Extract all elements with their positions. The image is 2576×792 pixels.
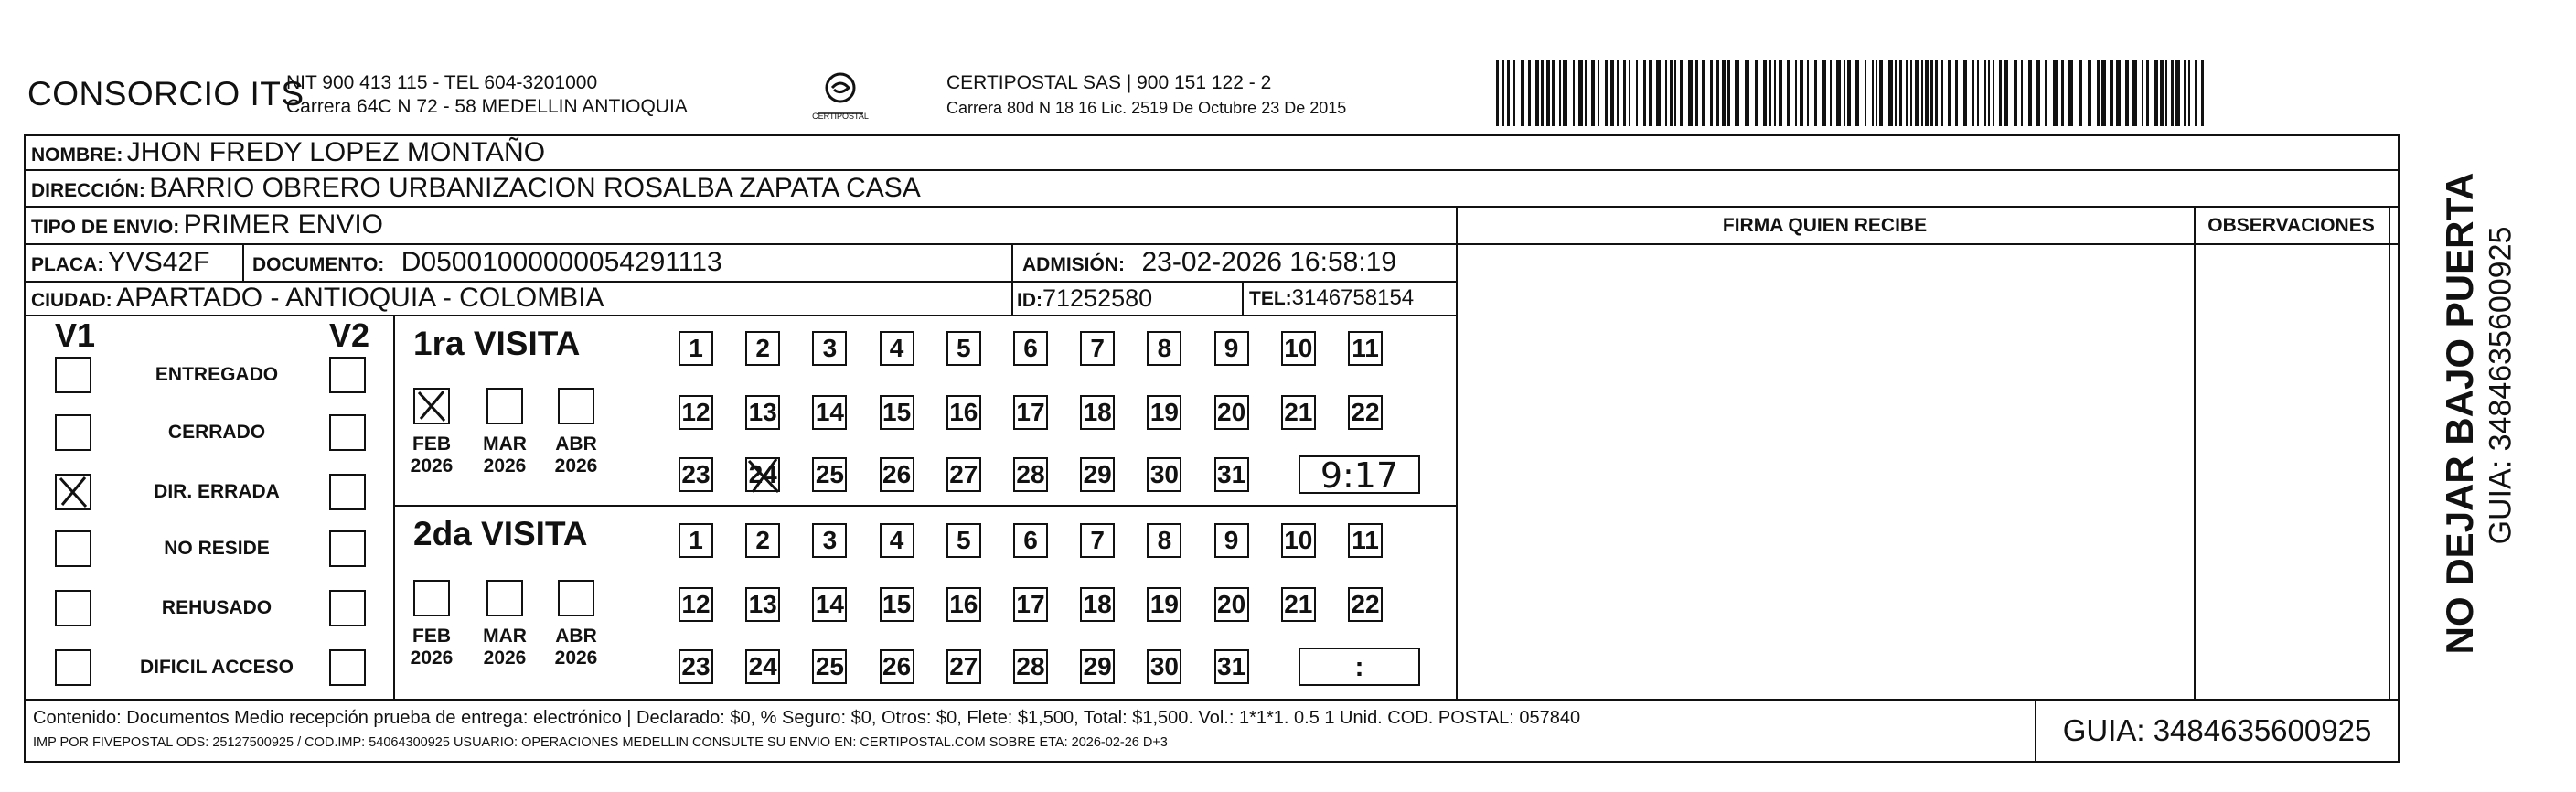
admision-label: ADMISIÓN: [1022,254,1125,275]
id-cell [1017,281,1152,320]
day-box[interactable]: 28 [1013,649,1048,684]
day-box[interactable]: 11 [1348,523,1383,558]
v2-checkbox[interactable] [329,357,366,393]
first-visit-title: 1ra VISITA [413,325,581,362]
day-box[interactable]: 5 [946,331,981,366]
month-checkbox[interactable] [413,580,450,616]
v2-checkbox[interactable] [329,530,366,567]
day-box[interactable]: 4 [880,523,914,558]
day-box[interactable]: 21 [1281,587,1316,622]
day-box[interactable]: 13 [745,587,780,622]
day-box[interactable]: 23 [679,457,713,492]
day-box[interactable]: 2 [745,331,780,366]
observaciones-heading: OBSERVACIONES [2207,215,2375,236]
tipo-envio-label: TIPO DE ENVIO: [31,217,180,238]
time-box[interactable] [1299,455,1420,494]
id-value: 71252580 [1042,284,1153,312]
day-box[interactable]: 25 [812,649,847,684]
day-box[interactable]: 24 [745,457,780,492]
status-label: DIFICIL ACCESO [139,657,294,678]
footer-contenido: Contenido: Documentos Medio recepción prueba de entrega: electrónico | Declarado: $0, % Seguro: $0, Otros: $0, Flete: $1,500, Total: $1,500. Vol.: 1*1*1. 0.5 1 Unid. COD. POSTAL: 057840 [33,708,1581,728]
month-year: 2026 [483,455,527,476]
placa-cell [31,244,210,285]
admision-value: 23-02-2026 16:58:19 [1141,247,1397,277]
month-checkbox[interactable] [486,388,523,424]
nombre-value: JHON FREDY LOPEZ MONTAÑO [126,137,546,167]
day-box[interactable]: 16 [946,395,981,430]
v1-checkbox[interactable] [55,474,91,510]
direccion-label: DIRECCIÓN: [31,180,145,201]
time-value: : [1354,652,1364,682]
day-box[interactable]: 15 [880,395,914,430]
v1-checkbox[interactable] [55,649,91,686]
day-box[interactable]: 30 [1147,649,1181,684]
month-year: 2026 [410,648,454,669]
month-year: 2026 [410,455,454,476]
status-label: NO RESIDE [164,538,270,559]
month-name: FEB [412,433,451,455]
month-name: ABR [555,433,597,455]
day-box[interactable]: 18 [1080,395,1115,430]
footer-guia: GUIA: 3484635600925 [2062,713,2372,747]
footer-imp: IMP POR FIVEPOSTAL ODS: 25127500925 / COD.IMP: 54064300925 USUARIO: OPERACIONES MEDELLIN CONSULTE SU ENVIO EN: CERTIPOSTAL.COM SOBRE ETA: 2026-02-26 D+3 [33,735,1168,750]
side-guia-text: GUIA: 3484635600925 [2483,226,2518,545]
tel-value: 3146758154 [1291,285,1415,310]
day-box[interactable]: 28 [1013,457,1048,492]
status-label: DIR. ERRADA [154,481,280,502]
tel-label: TEL: [1249,288,1292,309]
logo-caption: CERTIPOSTAL [812,112,869,121]
month-label [545,433,607,477]
v1-checkbox[interactable] [55,590,91,626]
day-box[interactable]: 27 [946,457,981,492]
day-box[interactable]: 22 [1348,587,1383,622]
month-label [474,433,536,477]
day-box[interactable]: 5 [946,523,981,558]
day-box[interactable]: 22 [1348,395,1383,430]
day-box[interactable]: 13 [745,395,780,430]
status-label: REHUSADO [161,597,273,618]
day-box[interactable]: 1 [679,331,713,366]
month-name: MAR [483,433,527,455]
day-box[interactable]: 29 [1080,457,1115,492]
day-box[interactable]: 30 [1147,457,1181,492]
status-label: ENTREGADO [155,364,279,385]
month-checkbox[interactable] [413,388,450,424]
v2-checkbox[interactable] [329,649,366,686]
nombre-label: NOMBRE: [31,144,123,166]
month-name: FEB [412,626,451,647]
v1-header: V1 [55,316,96,354]
tipo-envio-value: PRIMER ENVIO [183,209,384,240]
day-box[interactable]: 8 [1147,331,1181,366]
documento-cell [252,244,722,285]
month-year: 2026 [483,648,527,669]
documento-value: D05001000000054291113 [401,247,722,277]
ciudad-label: CIUDAD: [31,290,112,311]
admision-cell [1022,244,1396,285]
day-box[interactable]: 12 [679,395,713,430]
day-box[interactable]: 4 [880,331,914,366]
placa-value: YVS42F [107,247,210,277]
carrier-name: CERTIPOSTAL SAS | 900 151 122 - 2 [946,72,1272,93]
day-box[interactable]: 24 [745,649,780,684]
day-box[interactable]: 19 [1147,587,1181,622]
day-box[interactable]: 6 [1013,331,1048,366]
day-box[interactable]: 12 [679,587,713,622]
day-box[interactable]: 14 [812,395,847,430]
day-box[interactable]: 21 [1281,395,1316,430]
ciudad-cell [31,281,604,320]
carrier-license: Carrera 80d N 18 16 Lic. 2519 De Octubre 23 De 2015 [946,99,1347,117]
v2-checkbox[interactable] [329,590,366,626]
month-year: 2026 [554,455,598,476]
month-year: 2026 [554,648,598,669]
company-address: Carrera 64C N 72 - 58 MEDELLIN ANTIOQUIA [286,96,688,117]
month-label [401,626,463,669]
day-box[interactable]: 16 [946,587,981,622]
status-label: CERRADO [167,422,266,443]
day-box[interactable]: 17 [1013,587,1048,622]
day-box[interactable]: 1 [679,523,713,558]
time-box[interactable] [1299,648,1420,686]
day-box[interactable]: 31 [1214,457,1249,492]
v2-header: V2 [329,316,370,354]
direccion-value: BARRIO OBRERO URBANIZACION ROSALBA ZAPATA CASA [149,173,921,203]
id-label: ID: [1017,290,1042,311]
v1-checkbox[interactable] [55,414,91,451]
no-dejar-bajo-puerta: NO DEJAR BAJO PUERTA [2438,172,2481,655]
observaciones-area[interactable] [2196,245,2388,697]
day-box[interactable]: 29 [1080,649,1115,684]
tipo-envio-row [31,207,383,243]
day-box[interactable]: 23 [679,649,713,684]
day-box[interactable]: 26 [880,649,914,684]
month-label [401,433,463,477]
direccion-row [31,170,921,206]
day-box[interactable]: 7 [1080,523,1115,558]
tel-cell [1249,281,1414,318]
day-box[interactable]: 3 [812,331,847,366]
day-box[interactable]: 10 [1281,331,1316,366]
day-box[interactable]: 7 [1080,331,1115,366]
day-box[interactable]: 20 [1214,587,1249,622]
day-box[interactable]: 8 [1147,523,1181,558]
second-visit-title: 2da VISITA [413,515,588,552]
documento-label: DOCUMENTO: [252,254,385,275]
month-checkbox[interactable] [486,580,523,616]
day-box[interactable]: 26 [880,457,914,492]
v1-checkbox[interactable] [55,530,91,567]
month-name: MAR [483,626,527,647]
barcode [1492,60,2206,126]
day-box[interactable]: 15 [880,587,914,622]
nombre-row [31,134,545,169]
company-nit: NIT 900 413 115 - TEL 604-3201000 [286,72,598,93]
company-name: CONSORCIO ITS [27,75,305,112]
signature-area[interactable] [1458,245,2193,697]
day-box[interactable]: 3 [812,523,847,558]
month-checkbox[interactable] [558,388,594,424]
day-box[interactable]: 14 [812,587,847,622]
firma-heading: FIRMA QUIEN RECIBE [1722,215,1928,236]
placa-label: PLACA: [31,254,104,275]
month-name: ABR [555,626,597,647]
month-label [545,626,607,669]
day-box[interactable]: 31 [1214,649,1249,684]
day-box[interactable]: 2 [745,523,780,558]
ciudad-value: APARTADO - ANTIOQUIA - COLOMBIA [116,283,604,313]
day-box[interactable]: 19 [1147,395,1181,430]
day-box[interactable]: 9 [1214,331,1249,366]
day-box[interactable]: 11 [1348,331,1383,366]
day-box[interactable]: 20 [1214,395,1249,430]
day-box[interactable]: 27 [946,649,981,684]
day-box[interactable]: 25 [812,457,847,492]
day-box[interactable]: 9 [1214,523,1249,558]
v1-checkbox[interactable] [55,357,91,393]
day-box[interactable]: 18 [1080,587,1115,622]
v2-checkbox[interactable] [329,414,366,451]
month-checkbox[interactable] [558,580,594,616]
v2-checkbox[interactable] [329,474,366,510]
time-value: 9:17 [1320,455,1399,496]
day-box[interactable]: 10 [1281,523,1316,558]
day-box[interactable]: 17 [1013,395,1048,430]
day-box[interactable]: 6 [1013,523,1048,558]
month-label [474,626,536,669]
